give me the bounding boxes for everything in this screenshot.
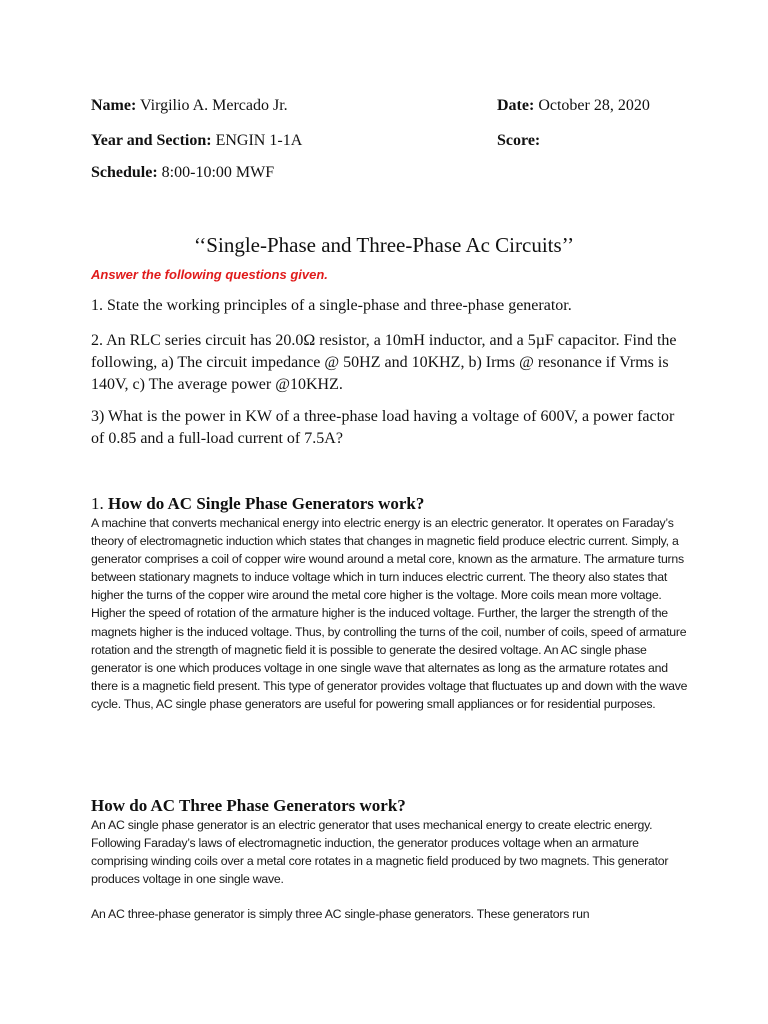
schedule-line <box>91 163 274 183</box>
question-2: 2. An RLC series circuit has 20.0Ω resistor, a 10mH inductor, and a 5µF capacitor. Find the following, a) The circuit impedance @ 50HZ and 10KHZ, b) Irms @ resonance if Vrms is 140V, c) The average power @10KHZ. <box>91 332 677 393</box>
date-label: Date: <box>497 97 535 114</box>
section2-heading <box>91 796 406 816</box>
section1-heading-text: How do AC Single Phase Generators work? <box>108 494 425 513</box>
name-label: Name: <box>91 97 137 114</box>
score-label: Score: <box>497 132 541 149</box>
name-value: Virgilio A. Mercado Jr. <box>140 97 288 114</box>
section2-heading-text: How do AC Three Phase Generators work? <box>91 796 406 815</box>
schedule-value: 8:00-10:00 MWF <box>161 164 275 181</box>
schedule-label: Schedule: <box>91 164 158 181</box>
section1-body: A machine that converts mechanical energy into electric energy is an electric generator. It operates on Faraday’s theory of electromagnetic induction which states that changes in magnetic field produce electric current. Simply, a generator comprises a coil of copper wire wound around a metal core, known as the armature. The armature turns between stationary magnets to induce voltage which in turn induces electric current. The theory also states that higher the turns of the copper wire around the metal core higher is the voltage. More coils mean more voltage. Higher the speed of rotation of the armature higher is the induced voltage. Further, the larger the strength of the magnets higher is the induced voltage. Thus, by controlling the turns of the coil, number of coils, speed of armature rotation and the strength of magnetic field it is possible to generate the desired voltage. An AC single phase generator is one which produces voltage in one single wave that alternates as long as the armature rotates and there is a magnetic field present. This type of generator provides voltage that fluctuates up and down with the wave cycle. Thus, AC single phase generators are useful for powering small appliances or for residential purposes. <box>91 516 688 711</box>
question-3: 3) What is the power in KW of a three-phase load having a voltage of 600V, a power factor of 0.85 and a full-load current of 7.5A? <box>91 408 675 447</box>
section-label: Year and Section: <box>91 132 212 149</box>
document-title: ‘‘Single-Phase and Three-Phase Ac Circuits’’ <box>193 233 575 257</box>
instruction-text: Answer the following questions given. <box>91 267 328 282</box>
section1-heading <box>91 494 424 514</box>
question-1: 1. State the working principles of a single-phase and three-phase generator. <box>91 297 572 314</box>
section2-body: An AC single phase generator is an electric generator that uses mechanical energy to create electric energy. Following Faraday’s laws of electromagnetic induction, the generator produces voltage when an armature comprising winding coils over a metal core rotates in a magnetic field produced by two magnets. This generator produces voltage in one single wave. <box>91 818 669 887</box>
date-value: October 28, 2020 <box>538 97 650 114</box>
section-value: ENGIN 1-1A <box>215 132 303 149</box>
section1-number: 1. <box>91 494 108 513</box>
date-line <box>497 96 650 116</box>
name-line <box>91 96 288 116</box>
section-line <box>91 131 302 151</box>
score-line <box>497 131 540 151</box>
section2-body2: An AC three-phase generator is simply three AC single-phase generators. These generators run <box>91 907 590 921</box>
